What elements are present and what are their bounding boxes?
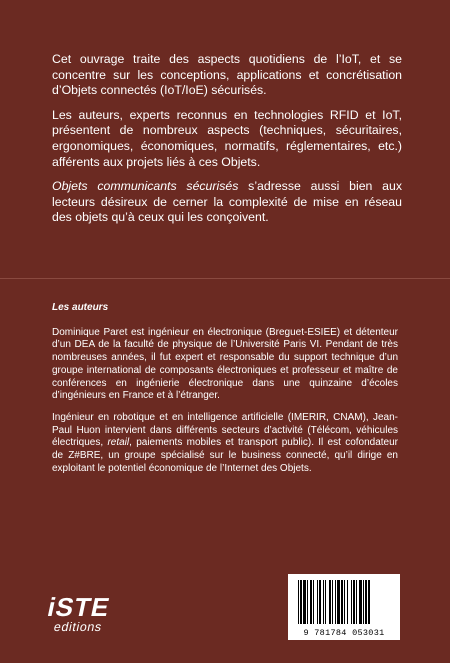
summary-paragraph-3 [52,179,402,226]
barcode-bar [356,580,357,624]
section-divider [0,278,450,279]
author-bio-huon-italic: retail [107,437,130,449]
barcode-bar [351,580,352,624]
authors-section [52,302,398,484]
isbn-number: 9 781784 053031 [303,628,385,638]
author-bio-huon-part1: Ingénieur en robotique et en intelligence artificielle (IMERIR, CNAM), Jean-Paul Huon intervient dans différents secteurs d’activité (Télécom, véhicules électriques, [52,411,398,449]
barcode-bar [363,580,364,624]
summary-paragraph-1: Cet ouvrage traite des aspects quotidiens de l’IoT, et se concentre sur les conceptions, applications et concrétisation d’Objets connectés (IoT/IoE) sécurisés. [52,52,402,98]
barcode-bar [303,580,306,624]
logo-wordmark: iSTE [44,592,113,622]
iste-editions-logo [44,592,138,636]
barcode-bar [317,580,318,624]
barcode-bar [300,580,302,624]
summary-block [52,52,402,235]
summary-paragraph-2: Les auteurs, experts reconnus en technologies RFID et IoT, présentent de nombreux aspects (techniques, sécuritaires, ergonomiques, économiques, normatifs, réglementaires, etc.) afférents aux projets liés à ces Objets. [52,107,402,169]
barcode-bar [332,580,333,624]
barcode-bar [310,580,312,624]
barcode-bar [368,580,370,624]
barcode-bar [313,580,314,624]
barcode-bar [347,580,348,624]
barcode-bar [307,580,308,624]
barcode-bars-icon [296,580,392,626]
barcode-bar [353,580,355,624]
isbn-barcode [288,574,400,640]
barcode-bar [359,580,362,624]
barcode-bar [335,580,336,624]
barcode-bar [344,580,345,624]
summary-paragraph-3-rest: s’adresse aussi bien aux lecteurs désireux de cerner la complexité de mise en réseau des objets qu’à ceux qui les conçoivent. [52,179,403,225]
barcode-bar [337,580,340,624]
author-bio-paret: Dominique Paret est ingénieur en électronique (Breguet-ESIEE) et détenteur d’un DEA de la faculté de physique de l’Université Paris VI. Pendant de très nombreuses années, il fut expert et responsable du support technique d’un groupe international de composants électroniques et professeur et maître de conférences en ingénierie électronique dans une quinzaine d’écoles d’ingénieurs en France et à l’étranger. [52,326,398,402]
barcode-bar [319,580,321,624]
barcode-bar [323,580,324,624]
barcode-bar [365,580,367,624]
barcode-bar [298,580,299,624]
author-bio-huon-part2: , paiements mobiles et transport public). Il est cofondateur de Z#BRE, un groupe spécialisé sur le business connecté, qu’il dirige en exploitant le potentiel économique de l’Internet des Objets. [52,437,399,474]
barcode-bar [341,580,343,624]
author-bio-huon [52,412,398,476]
barcode-bar [329,580,331,624]
logo-subtitle: editions [52,620,104,634]
book-title-italic: Objets communicants sécurisés [52,179,239,194]
authors-heading: Les auteurs [52,302,109,313]
barcode-bar [325,580,326,624]
